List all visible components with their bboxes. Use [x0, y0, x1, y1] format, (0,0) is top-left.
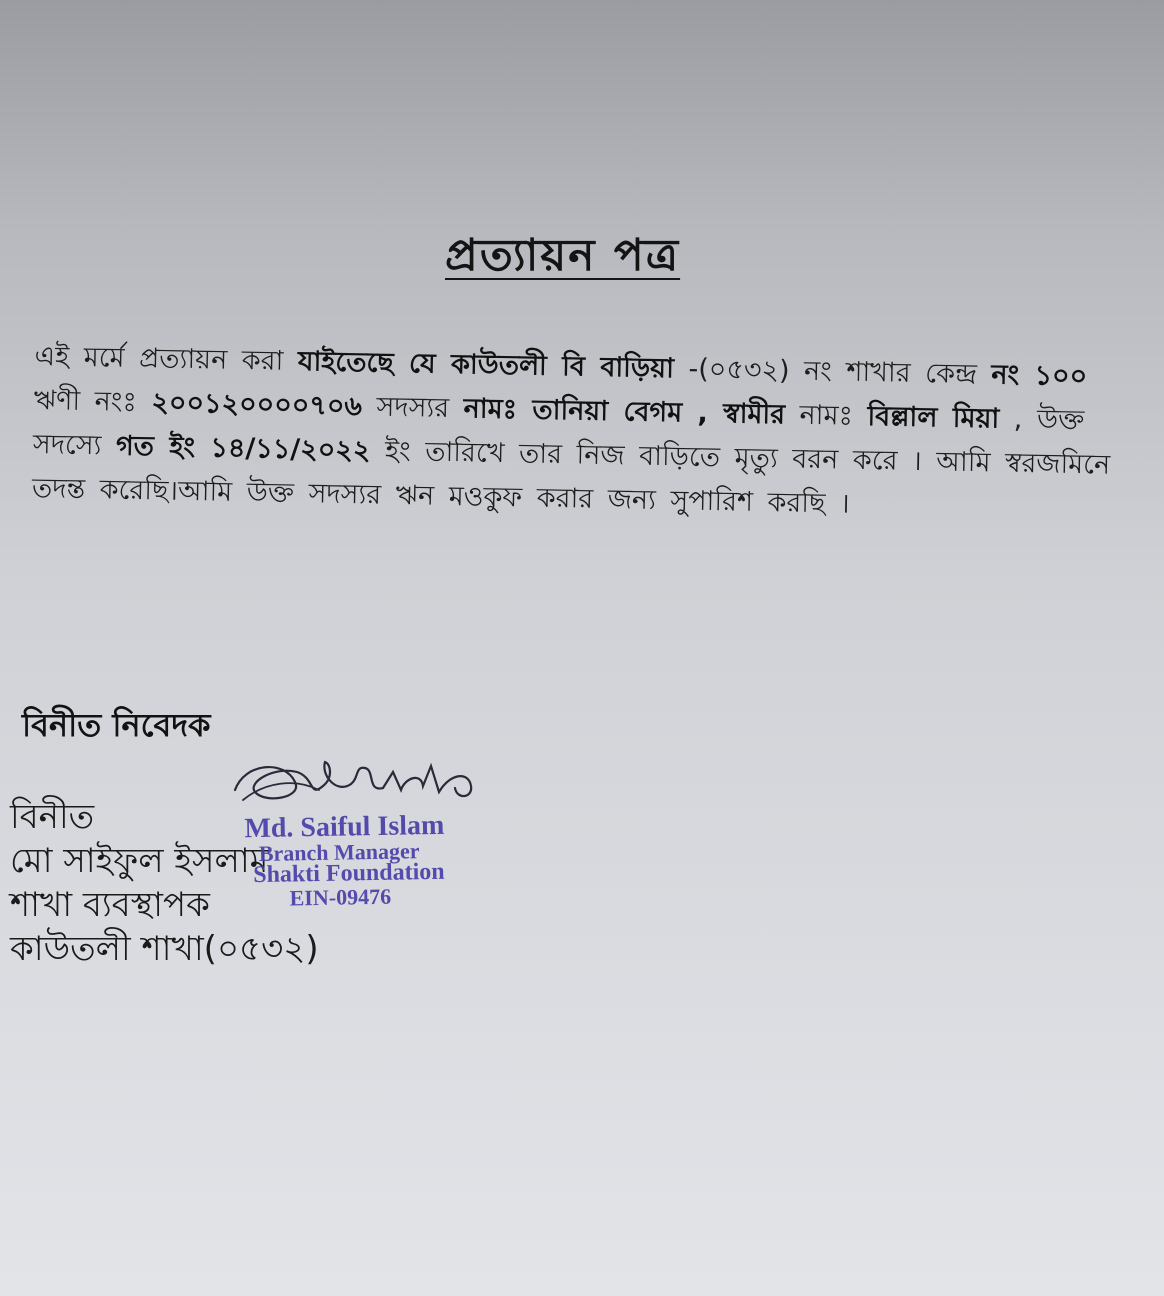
body-segment: ইং তারিখে তার নিজ বাড়িতে মৃত্যু বরন করে । আমি স্বরজমিনে তদন্ত করেছি।আমি উক্ত সদস্যর ঋন মওকুফ করার জন্য সুপারিশ করছি । [31, 435, 1111, 520]
sig-line-regards: বিনীত [10, 797, 95, 837]
stamp-designation: Branch Manager [258, 838, 420, 867]
body-segment-bold: যাইতেছে যে কাউতলী বি বাড়িয়া [297, 346, 675, 385]
body-segment: এই মর্মে প্রত্যায়ন করা [34, 340, 299, 378]
stamp-name: Md. Saiful Islam [244, 809, 445, 845]
sig-line-name: মো সাইফুল ইসলাম [10, 841, 269, 881]
death-date: গত ইং ১৪/১১/২০২২ [115, 430, 371, 467]
certificate-body [32, 335, 1140, 532]
sig-line-branch: কাউতলী শাখা(০৫৩২) [10, 929, 319, 969]
closing-salutation: বিনীত নিবেদক [22, 706, 211, 744]
sig-line-designation: শাখা ব্যবস্থাপক [10, 885, 210, 925]
body-segment: , উক্ত সদস্যে [32, 403, 1085, 462]
member-name: নামঃ তানিয়া বেগম , স্বামীর [463, 393, 786, 431]
official-stamp [244, 810, 506, 913]
center-number: নং ১০০ [991, 359, 1088, 393]
body-segment: ঋণী নংঃ [33, 384, 152, 419]
body-segment: সদস্যর [361, 391, 465, 425]
loanee-number: ২০০১২০০০০৭০৬ [151, 387, 363, 423]
stamp-ein: EIN-09476 [289, 883, 392, 911]
stamp-organization: Shakti Foundation [253, 858, 445, 889]
document-title: প্রত্যায়ন পত্র [445, 230, 681, 281]
body-segment: নামঃ [784, 399, 868, 432]
body-segment: -(০৫৩২) নং শাখার কেন্দ্র [673, 353, 992, 391]
husband-name: বিল্লাল মিয়া [867, 400, 1000, 435]
